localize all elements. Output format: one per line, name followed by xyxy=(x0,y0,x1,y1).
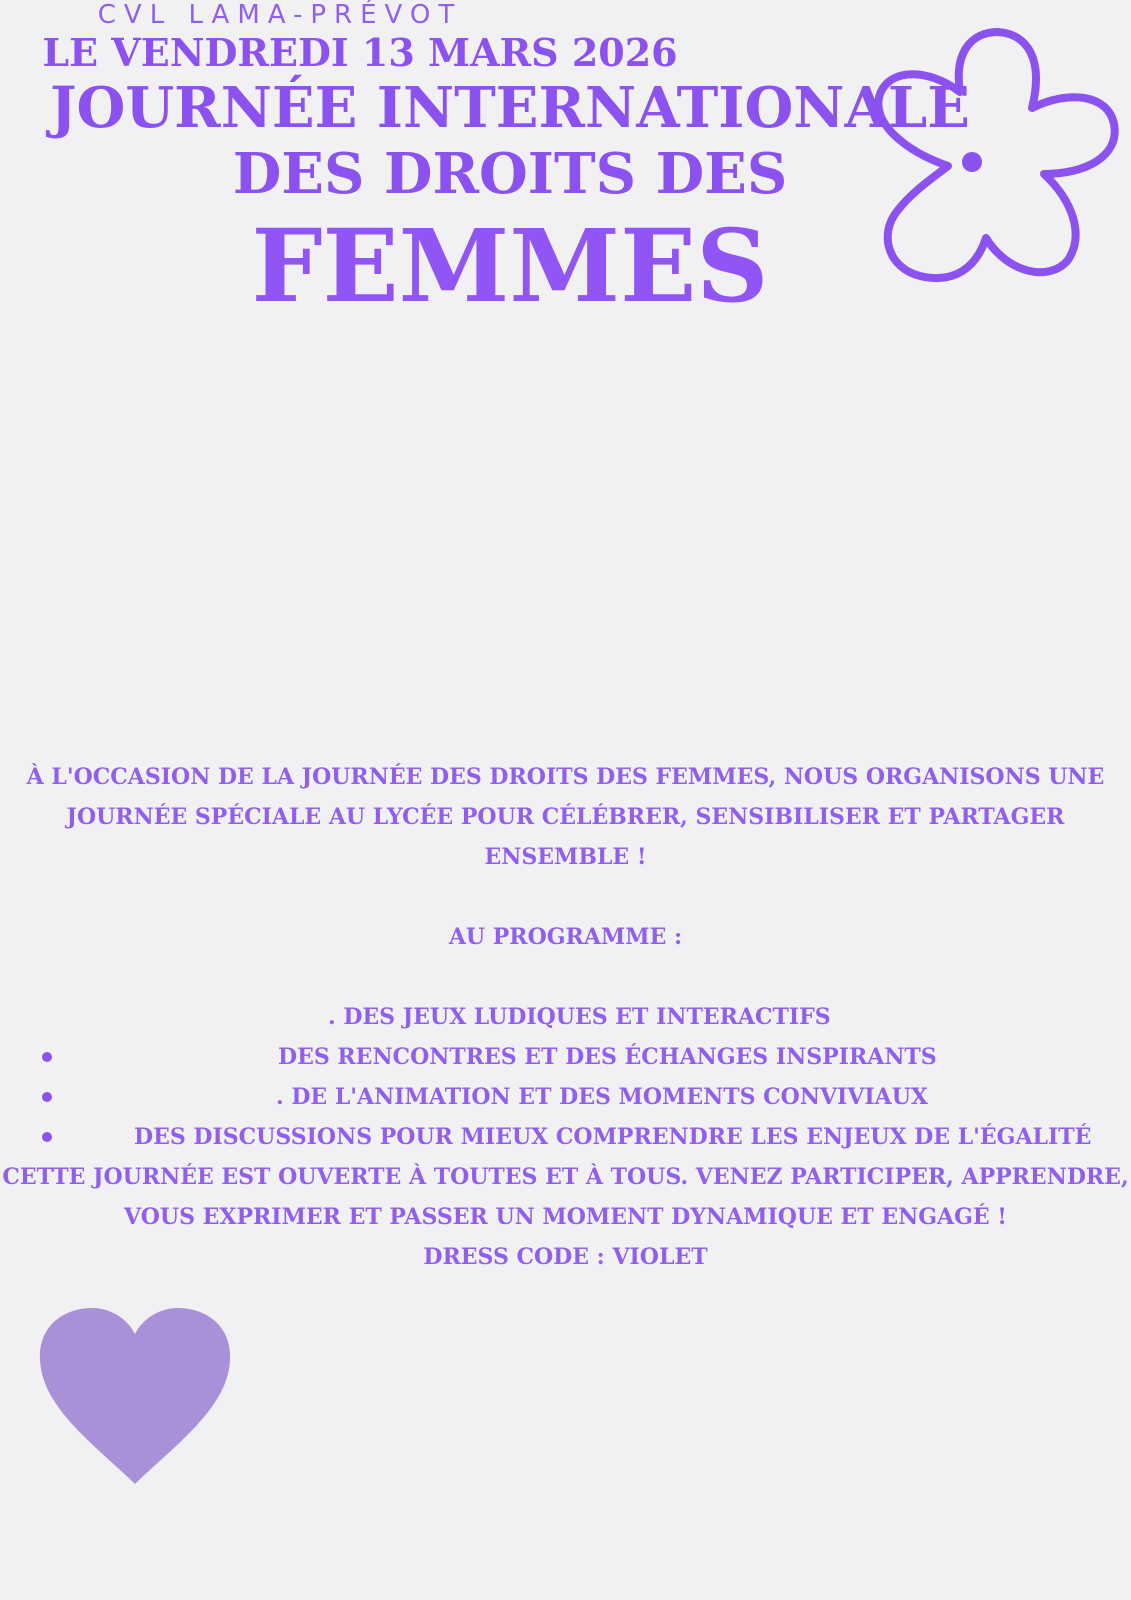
title-line-3: FEMMES xyxy=(251,207,769,325)
flower-outline-icon xyxy=(868,24,1130,292)
intro-line-3: ENSEMBLE ! xyxy=(484,844,647,870)
closing-line-1: CETTE JOURNÉE EST OUVERTE À TOUTES ET À TOUS. VENEZ PARTICIPER, APPRENDRE, xyxy=(2,1164,1129,1190)
bullet-dot xyxy=(42,1092,52,1102)
program-item-1: . DES JEUX LUDIQUES ET INTERACTIFS xyxy=(328,1004,831,1030)
program-item-2: DES RENCONTRES ET DES ÉCHANGES INSPIRANTS xyxy=(278,1044,937,1070)
intro-line-1: À L'OCCASION DE LA JOURNÉE DES DROITS DES FEMMES, NOUS ORGANISONS UNE xyxy=(26,764,1105,790)
intro-line-2: JOURNÉE SPÉCIALE AU LYCÉE POUR CÉLÉBRER, SENSIBILISER ET PARTAGER xyxy=(66,804,1065,830)
program-item-3: . DE L'ANIMATION ET DES MOMENTS CONVIVIAUX xyxy=(276,1084,928,1110)
bullet-dot xyxy=(42,1052,52,1062)
program-item-4: DES DISCUSSIONS POUR MIEUX COMPRENDRE LES ENJEUX DE L'ÉGALITÉ xyxy=(134,1124,1092,1150)
program-heading: AU PROGRAMME : xyxy=(448,924,683,950)
event-date: LE VENDREDI 13 MARS 2026 xyxy=(42,30,678,75)
closing-line-2: VOUS EXPRIMER ET PASSER UN MOMENT DYNAMIQUE ET ENGAGÉ ! xyxy=(124,1204,1007,1230)
dress-code: DRESS CODE : VIOLET xyxy=(423,1244,708,1270)
heart-icon xyxy=(36,1306,234,1486)
title-line-1: JOURNÉE INTERNATIONALE xyxy=(50,75,970,141)
organizer-name: CVL LAMA-PRÉVOT xyxy=(97,0,463,30)
bullet-dot xyxy=(42,1132,52,1142)
title-line-2: DES DROITS DES xyxy=(232,141,788,207)
